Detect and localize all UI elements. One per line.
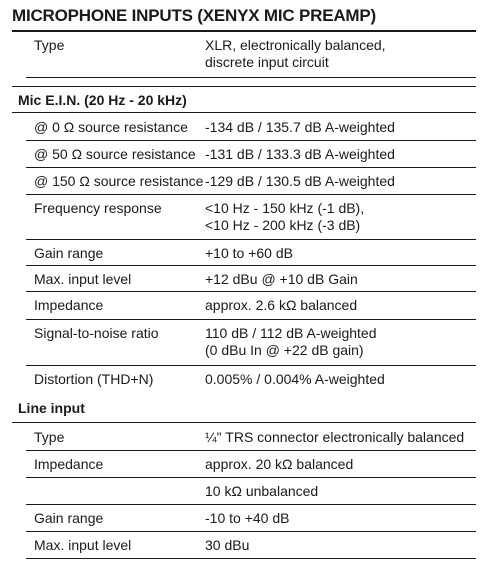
spec-value [205,371,385,388]
spec-value-line: +12 dBu @ +10 dB Gain [205,271,358,287]
spec-value-line: <10 Hz - 150 kHz (-1 dB), [205,200,365,216]
spec-label: @ 150 Ω source resistance [34,173,204,189]
spec-value [205,37,386,71]
spec-value-line: 30 dBu [205,537,250,553]
spec-label: Signal-to-noise ratio [34,325,159,341]
page-title: MICROPHONE INPUTS (XENYX MIC PREAMP) [12,6,376,25]
line-input-heading-divider [12,422,476,423]
spec-value [205,271,358,288]
spec-value-line: discrete input circuit [205,54,329,70]
spec-value-line: approx. 2.6 kΩ balanced [205,297,358,313]
spec-value [205,510,289,527]
spec-label: Impedance [34,456,104,472]
spec-row [0,320,482,366]
spec-row [0,451,482,478]
spec-row [0,292,482,320]
spec-label: Distortion (THD+N) [34,371,154,387]
spec-value [205,200,364,234]
spec-value [205,325,377,359]
spec-label: Max. input level [34,271,132,287]
spec-row [0,240,482,266]
row-divider [26,77,476,78]
spec-value-line: -131 dB / 133.3 dB A-weighted [205,146,395,162]
spec-row [0,141,482,168]
spec-value-line: <10 Hz - 200 kHz (-3 dB) [205,217,361,233]
spec-row [0,532,482,559]
line-input-heading: Line input [18,400,85,416]
row-divider [26,558,476,559]
spec-label: Type [34,429,65,445]
spec-label: @ 50 Ω source resistance [34,146,196,162]
spec-value [205,297,357,314]
spec-row [0,168,482,195]
spec-row [0,195,482,240]
spec-row [0,32,482,78]
spec-row [0,366,482,393]
spec-value [205,429,464,446]
spec-label: @ 0 Ω source resistance [34,119,188,135]
spec-label: Impedance [34,297,104,313]
spec-value-line: approx. 20 kΩ balanced [205,456,354,472]
spec-row [0,478,482,505]
spec-row [0,505,482,532]
spec-value-line: 10 kΩ unbalanced [205,483,319,499]
spec-value-line: -10 to +40 dB [205,510,290,526]
spec-value [205,119,395,136]
mic-ein-top-divider [12,86,476,87]
spec-value [205,537,249,554]
spec-value [205,173,395,190]
spec-row [0,114,482,141]
spec-value-line: -129 dB / 130.5 dB A-weighted [205,173,395,189]
spec-label: Max. input level [34,537,132,553]
spec-row [0,424,482,451]
spec-value-line: 0.005% / 0.004% A-weighted [205,371,385,387]
spec-value-line: +10 to +60 dB [205,245,293,261]
spec-value-line: XLR, electronically balanced, [205,37,386,53]
spec-value [205,245,293,262]
spec-value-line: 110 dB / 112 dB A-weighted [205,325,377,341]
spec-value-line: (0 dBu In @ +22 dB gain) [205,342,364,358]
spec-value [205,146,395,163]
spec-row [0,266,482,292]
mic-ein-heading-divider [12,112,476,113]
spec-value [205,456,353,473]
spec-value-line: -134 dB / 135.7 dB A-weighted [205,119,395,135]
spec-label: Frequency response [34,200,162,216]
spec-value-line: ¼" TRS connector electronically balanced [205,429,465,445]
spec-value [205,483,318,500]
mic-ein-heading: Mic E.I.N. (20 Hz - 20 kHz) [18,92,187,108]
spec-label: Gain range [34,510,104,526]
spec-label: Type [34,37,65,53]
spec-label: Gain range [34,245,104,261]
